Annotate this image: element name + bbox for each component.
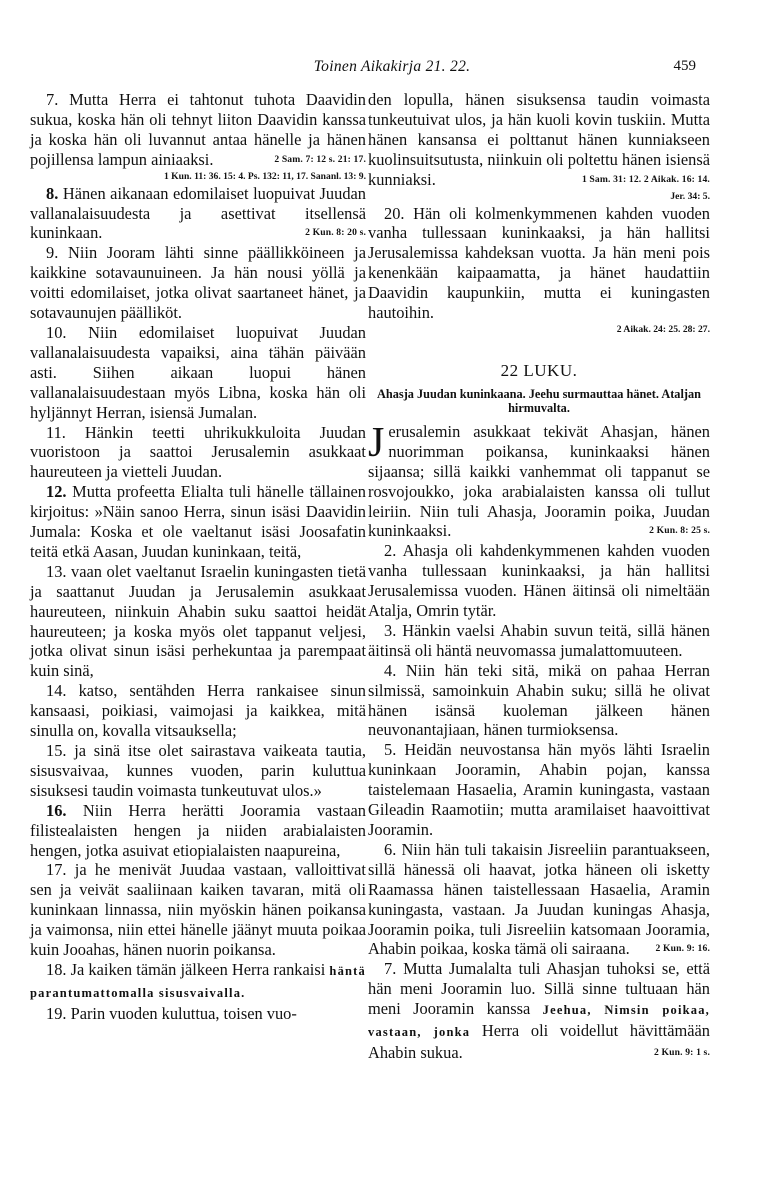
spaced-emphasis: häntä parantumattomalla sisusvaivalla. — [30, 963, 366, 1000]
chapter-title: 22 LUKU. — [500, 360, 578, 380]
verse-22-3: 3. Hänkin vaelsi Ahabin suvun teitä, sillä hänen äitinsä oli häntä neuvomassa jumalattomuuteen. — [368, 620, 710, 660]
chapter-summary: Ahasja Juudan kuninkaana. Jeehu surmauttaa hänet. Ataljan hirmuvalta. — [377, 386, 701, 416]
cross-reference: 1 Kun. 11: 36. 15: 4. Ps. 132: 11, 17. Sananl. 13: 9. — [163, 170, 366, 182]
cross-reference: 2 Kun. 8: 25 s. — [649, 525, 710, 537]
verse-21-19: 19. Parin vuoden kuluttua, toisen vuo- — [46, 1003, 297, 1023]
cross-reference: 2 Kun. 8: 20 s. — [305, 227, 366, 239]
cross-reference: 2 Aikak. 24: 25. 28: 27. — [616, 323, 710, 335]
verse-21-14: 14. katso, sentähden Herra rankaisee sinun kansaasi, poikiasi, vaimojasi ja kaikkea, mitä sinulla on, kovalla vitsauksella; — [30, 681, 366, 741]
cross-reference: 2 Sam. 7: 12 s. 21: 17. — [274, 153, 366, 165]
left-column — [30, 90, 366, 1024]
verse-22-7: 7. Mutta Jumalalta tuli Ahasjan tuhoksi se, että hän meni Jooramin luo. Sillä sinne tultuaan hän meni Jooramin kanssa Jeehua, Nimsin poikaa, vastaan, jonka Herra oli voidellut hävittämään Ahabin sukua. 2 Kun. 9: 1 s. — [368, 959, 710, 1062]
verse-22-6: 6. Niin hän tuli takaisin Jisreeliin parantuakseen, sillä hänessä oli haavat, jotka häneen oli isketty Raamassa hänen taistellessaan Hasaelia, Aramin kuningasta, vastaan. Ja Juudan kuningas Ahasja, Jooramin poika, tuli Jisreeliin katsomaan Jooramia, Ahabin poikaa, koska tämä oli sairaana. 2 Kun. 9: 16. — [368, 839, 710, 959]
verse-21-20: 20. Hän oli kolmenkymmenen kahden vuoden vanha tullessaan kuninkaaksi, ja hän hallitsi Jerusalemissa kahdeksan vuotta. Ja hän meni pois kenenkään kaipaamatta, ja hänet haudattiin Daavidin kaupunkiin, mutta ei kuningasten hautoihin. — [368, 203, 710, 323]
verse-21-16: 16. Niin Herra herätti Jooramia vastaan filistealaisten hengen ja niiden arabialaisten hengen, jotka asuivat etiopialaisten naapureina, — [30, 800, 366, 860]
spaced-emphasis: Jeehua, Nimsin poikaa, vastaan, jonka — [368, 1003, 710, 1040]
verse-21-10: 10. Niin edomilaiset luopuivat Juudan vallanalaisuudesta vapaiksi, aina tähän päivään asti. Siihen aikaan luopui hänen vallanalaisuudestaan myös Libna, koska hän oli hyljännyt Herran, isiensä Jumalan. — [30, 322, 366, 422]
page-number: 459 — [673, 58, 696, 74]
verse-21-17: 17. ja he menivät Juudaa vastaan, valloittivat sen ja veivät saaliinaan kaiken tavaran, mitä oli kuninkaan linnassa, niin myöskin hänen poikansa ja vaimonsa, niin ettei hänelle jäänyt muuta poikaa kuin Jooahas, hänen nuorin poikansa. — [30, 860, 366, 960]
cross-reference: 2 Kun. 9: 16. — [655, 943, 710, 955]
cross-reference: 1 Sam. 31: 12. 2 Aikak. 16: 14. — [581, 173, 710, 185]
verse-21-8: 8. Hänen aikanaan edomilaiset luopuivat Juudan vallanalaisuudesta ja asettivat itsellensä kuninkaan. 2 Kun. 8: 20 s. — [30, 183, 366, 243]
verse-22-2: 2. Ahasja oli kahdenkymmenen kahden vuoden vanha tullessaan kuninkaaksi, ja hän hallitsi Jerusalemissa vuoden. Hänen äitinsä oli nimeltään Atalja, Omrin tytär. — [368, 541, 710, 621]
verse-22-4: 4. Niin hän teki sitä, mikä on pahaa Herran silmissä, samoinkuin Ahabin suku; sillä he olivat hänen isänsä kuoleman jälkeen hänen neuvonantajiaan, hänen turmioksensa. — [368, 660, 710, 740]
cross-reference: 2 Kun. 9: 1 s. — [654, 1046, 710, 1058]
running-title: Toinen Aikakirja 21. 22. — [313, 58, 471, 75]
verse-22-5: 5. Heidän neuvostansa hän myös lähti Israelin kuninkaan Jooramin, Ahabin pojan, kanssa taistelemaan Hasaelia, Aramin kuningasta, vastaan Gileadin Raamotiin; mutta aramilaiset haavoittivat Jooramin. — [368, 740, 710, 839]
verse-21-18: 18. Ja kaiken tämän jälkeen Herra rankaisi häntä parantumattomalla sisusvaivalla. — [30, 959, 366, 1000]
verse-21-19-continued: den lopulla, hänen sisuksensa taudin voimasta tunkeutuivat ulos, ja hän kuoli kovin tuskiin. Mutta hänen kansansa ei polttanut hänen kunniakseen kuolinsuitsutusta, niinkuin oli poltettu hänen isiensä kunniaksi. 1 Sam. 31: 12. 2 Aikak. 16: 14. — [368, 90, 710, 189]
drop-cap: J — [368, 419, 385, 466]
right-column — [368, 90, 710, 1063]
verse-22-1: J erusalemin asukkaat tekivät Ahasjan, hänen nuorimman poikansa, kuninkaaksi hänen sijaansa; sillä kaikki vanhemmat oli tappanut se rosvojoukko, joka arabialaisten kanssa oli tullut leiriin. Niin tuli Ahasja, Jooramin poika, Juudan kuninkaaksi. 2 Kun. 8: 25 s. — [368, 419, 710, 541]
verse-21-7: 7. Mutta Herra ei tahtonut tuhota Daavidin sukua, koska hän oli tehnyt liiton Daavidin kanssa ja koska hän oli luvannut antaa hänelle ja hänen pojillensa lampun ainiaaksi. 2 Sam. 7: 12 s. 21: 17. — [30, 90, 366, 169]
verse-21-9: 9. Niin Jooram lähti sinne päällikköineen ja kaikkine sotavaunuineen. Ja hän nousi yöllä ja voitti edomilaiset, jotka olivat saartaneet hänet, ja sotavaunujen päälliköt. — [30, 243, 366, 323]
verse-21-13: 13. vaan olet vaeltanut Israelin kuningasten tietä ja saattanut Juudan ja Jerusalemin asukkaat haureuteen, niinkuin Ahabin suku saattoi heidät haureuteen; ja koska myös olet tappanut veljesi, jotka olivat sinun isäsi perhekuntaa ja parempaat kuin sinä, — [30, 561, 366, 681]
verse-21-12: 12. Mutta profeetta Elialta tuli hänelle tällainen kirjoitus: »Näin sanoo Herra, sinun isäsi Daavidin Jumala: Koska et ole vaeltanut isäsi Joosafatin teitä etkä Aasan, Juudan kuninkaan, teitä, — [30, 482, 366, 561]
verse-21-11: 11. Hänkin teetti uhrikukkuloita Juudan vuoristoon ja saattoi Jerusalemin asukkaat haureuteen ja vietteli Juudan. — [30, 422, 366, 482]
cross-reference: Jer. 34: 5. — [670, 190, 710, 202]
verse-21-15: 15. ja sinä itse olet sairastava vaikeata tautia, sisusvaivaa, kunnes vuoden, parin kuluttua sisuksesi taudin voimasta tunkeutuvat ulos.» — [30, 741, 366, 800]
page-header — [0, 58, 784, 80]
